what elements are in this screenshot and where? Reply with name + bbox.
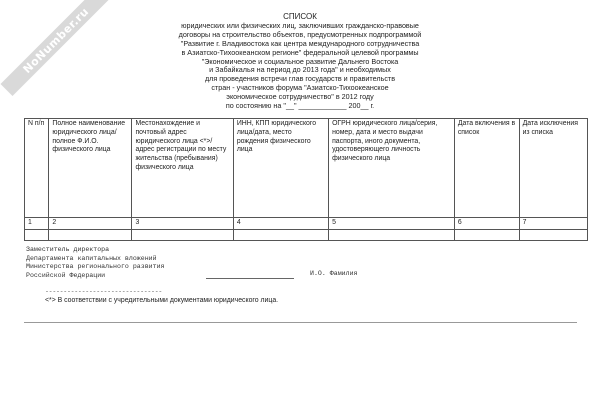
heading-line: юридических или физических лиц, заключивших гражданско-правовые [181, 20, 419, 30]
table-header-row [25, 119, 588, 218]
signature-line [206, 278, 294, 279]
empty-cell [233, 229, 328, 240]
signatory-line: Департамента капитальных вложений [26, 254, 157, 262]
empty-cell [132, 229, 233, 240]
table-number-row [25, 218, 588, 230]
footnote-separator: -------------------------------- [45, 288, 163, 295]
empty-cell [49, 229, 132, 240]
column-number: 4 [233, 218, 328, 230]
heading-line: по состоянию на "__" ____________ 200__ г. [225, 101, 375, 111]
heading-line: для проведения встречи глав государств и правительств [204, 74, 396, 84]
header-cell-inn: ИНН, КПП юридического лица/дата, место рождения физического лица [233, 119, 328, 218]
signatory-line: Российской Федерации [26, 271, 106, 279]
empty-cell [454, 229, 519, 240]
signatory-name: И.О. Фамилия [310, 270, 358, 277]
header-cell-address: Местонахождение и почтовый адрес юридического лица <*>/адрес регистрации по месту жительства (пребывания) физического лица [132, 119, 233, 218]
column-number: 5 [329, 218, 455, 230]
table-empty-row [25, 229, 588, 240]
column-number: 3 [132, 218, 233, 230]
header-cell-ogrn: ОГРН юридического лица/серия, номер, дата и место выдачи паспорта, иного документа, удостоверяющего личность физического лица [329, 119, 455, 218]
column-number: 7 [519, 218, 587, 230]
signatory-line: Министерства регионального развития [26, 263, 165, 271]
heading-line: "Экономическое и социальное развитие Дальнего Востока [201, 56, 399, 66]
heading-line: и Забайкалья на период до 2013 года" и необходимых [209, 65, 391, 75]
watermark: NoNumber.ru [0, 0, 111, 96]
empty-cell [519, 229, 587, 240]
heading-line: экономическое сотрудничество" в 2012 году [226, 92, 374, 102]
heading-line: в Азиатско-Тихоокеанском регионе" федеральной целевой программы [181, 47, 419, 57]
signatory-line: Заместитель директора [26, 246, 110, 253]
header-cell-name: Полное наименование юридического лица/полное Ф.И.О. физического лица [49, 119, 132, 218]
heading-line: стран - участников форума "Азиатско-Тихоокеанское [211, 83, 389, 93]
header-cell-date-included: Дата включения в список [454, 119, 519, 218]
header-cell-number: N п/п [25, 119, 49, 218]
empty-cell [25, 229, 49, 240]
heading-line: "Развитие г. Владивостока как центра международного сотрудничества [180, 38, 420, 48]
heading-line: договоры на строительство объектов, предусмотренных подпрограммой [178, 29, 422, 39]
page-divider [24, 322, 577, 323]
signatory-block [26, 246, 165, 280]
document-heading [150, 13, 450, 111]
list-table [24, 118, 588, 241]
column-number: 2 [49, 218, 132, 230]
column-number: 6 [454, 218, 519, 230]
empty-cell [329, 229, 455, 240]
document-title: СПИСОК [283, 12, 317, 21]
header-cell-date-excluded: Дата исключения из списка [519, 119, 587, 218]
footnote-text: <*> В соответствии с учредительными документами юридического лица. [45, 297, 279, 304]
column-number: 1 [25, 218, 49, 230]
